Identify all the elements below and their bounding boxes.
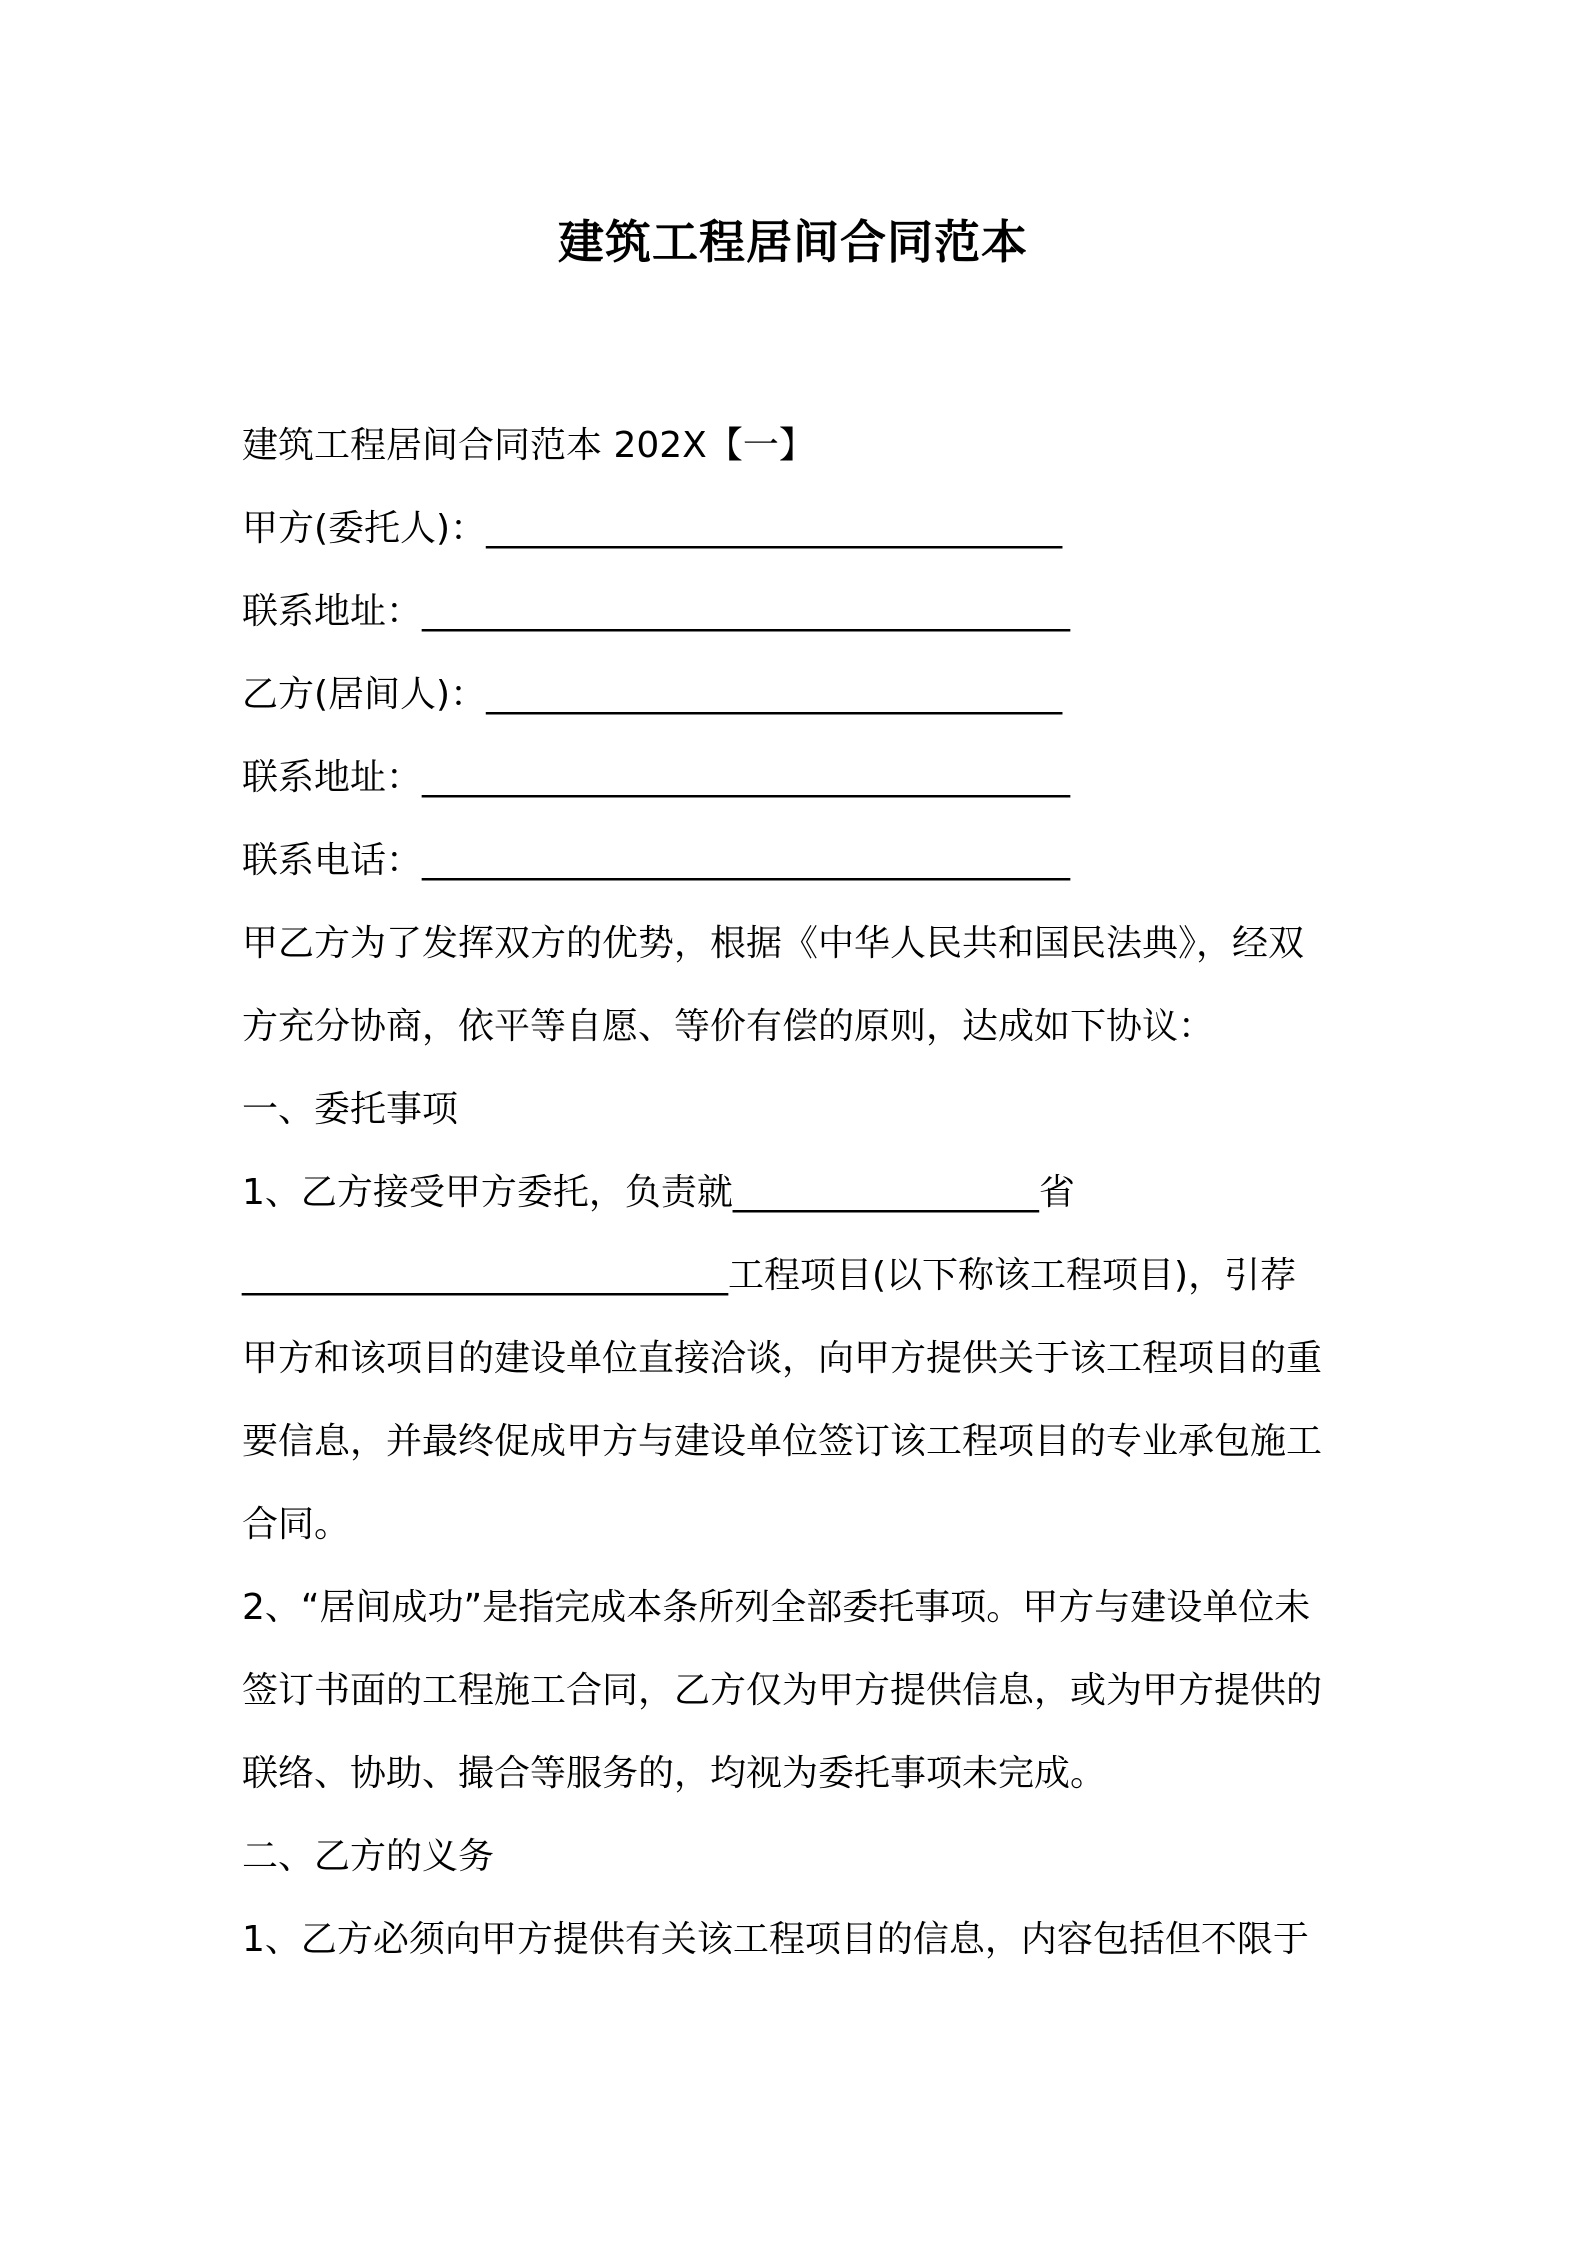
item2-line-2: 签订书面的工程施工合同，乙方仅为甲方提供信息，或为甲方提供的 [242, 1670, 1323, 1711]
item1-line-3: 甲方和该项目的建设单位直接洽谈，向甲方提供关于该工程项目的重 [242, 1338, 1323, 1379]
document-title: 建筑工程居间合同范本 [558, 215, 1028, 269]
intro-line-2: 方充分协商，依平等自愿、等价有偿的原则，达成如下协议： [242, 1006, 1215, 1047]
item1-line-2: ___________________________工程项目(以下称该工程项目)，引荐 [242, 1255, 1297, 1296]
item1-line-5: 合同。 [242, 1504, 351, 1545]
item1-line-4: 要信息，并最终促成甲方与建设单位签订该工程项目的专业承包施工 [242, 1421, 1323, 1462]
party-b-field: 乙方(居间人)：________________________________ [242, 674, 1063, 715]
item2-line-1: 2、“居间成功”是指完成本条所列全部委托事项。甲方与建设单位未 [242, 1587, 1311, 1628]
party-a-address-field: 联系地址：____________________________________ [242, 591, 1071, 632]
party-b-address-field: 联系地址：____________________________________ [242, 757, 1071, 798]
party-b-phone-field: 联系电话：____________________________________ [242, 840, 1071, 881]
item1-line-1: 1、乙方接受甲方委托，负责就_________________省 [242, 1172, 1075, 1213]
item3-line-1: 1、乙方必须向甲方提供有关该工程项目的信息，内容包括但不限于 [242, 1919, 1309, 1960]
intro-line-1: 甲乙方为了发挥双方的优势，根据《中华人民共和国民法典》，经双 [242, 923, 1305, 964]
party-a-field: 甲方(委托人)：________________________________ [242, 508, 1063, 549]
document-subtitle: 建筑工程居间合同范本 202X【一】 [242, 425, 815, 466]
item2-line-3: 联络、协助、撮合等服务的，均视为委托事项未完成。 [242, 1753, 1107, 1794]
section-heading-obligations: 二、乙方的义务 [242, 1836, 495, 1877]
section-heading-commission: 一、委托事项 [242, 1089, 459, 1130]
